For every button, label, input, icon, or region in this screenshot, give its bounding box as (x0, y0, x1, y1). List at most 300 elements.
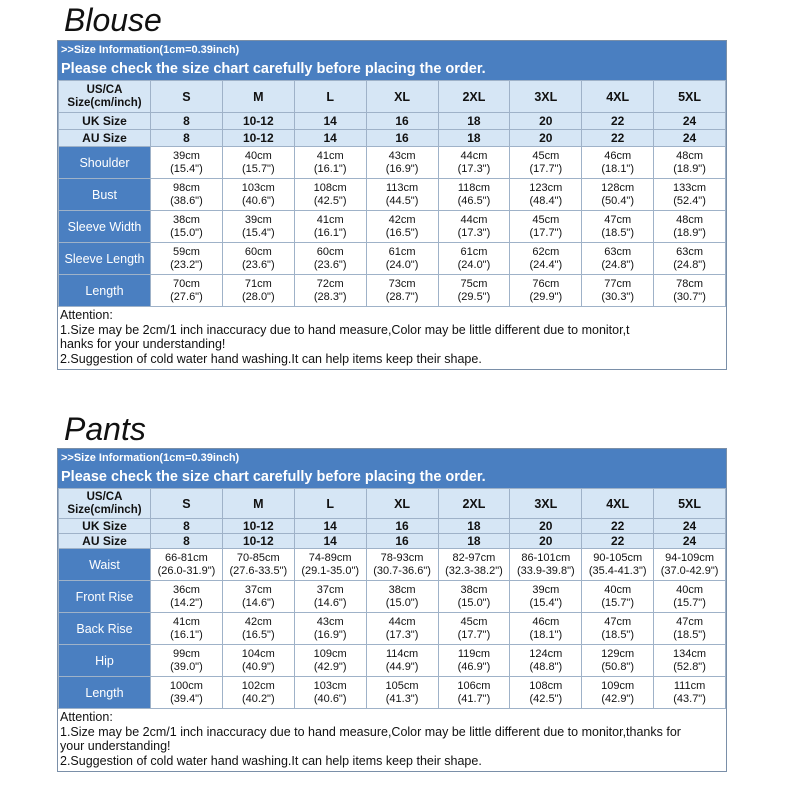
blouse-inch-value: (15.4") (241, 226, 275, 239)
blouse-measurement-cell (654, 211, 726, 243)
blouse-inch-value: (18.9") (673, 162, 706, 175)
pants-inch-value: (35.4-41.3") (588, 564, 647, 577)
blouse-inch-value: (40.6") (241, 194, 275, 207)
pants-inch-value: (39.0") (170, 660, 203, 673)
blouse-attention-line: 2.Suggestion of cold water hand washing.It can help items keep their shape. (60, 351, 482, 366)
pants-measurement-cell (366, 645, 438, 677)
pants-size-header: 3XL (510, 489, 582, 519)
blouse-measurement-row (59, 179, 726, 211)
blouse-cm-value: 61cm (388, 245, 416, 258)
pants-uk-size-value: 10-12 (222, 519, 294, 534)
pants-cm-value: 46cm (532, 615, 560, 628)
pants-inch-value: (26.0-31.9") (157, 564, 216, 577)
blouse-uk-size-value: 10-12 (222, 113, 294, 130)
pants-cm-value: 78-93cm (380, 551, 424, 564)
blouse-size-info: >>Size Information(1cm=0.39inch) (61, 44, 240, 56)
pants-au-size-value: 8 (151, 534, 223, 549)
blouse-measurement-label: Bust (59, 179, 151, 211)
blouse-measurement-cell (294, 211, 366, 243)
pants-measurement-cell (510, 645, 582, 677)
pants-measurement-cell (654, 645, 726, 677)
blouse-measurement-cell (510, 275, 582, 307)
blouse-measurement-cell (222, 211, 294, 243)
blouse-measurement-cell (366, 147, 438, 179)
blouse-size-header: S (151, 81, 223, 113)
pants-measurement-label: Length (59, 677, 151, 709)
blouse-cm-value: 46cm (604, 149, 632, 162)
pants-check-notice: Please check the size chart carefully before placing the order. (61, 469, 486, 485)
blouse-inch-value: (16.1") (313, 162, 347, 175)
pants-measurement-row (59, 549, 726, 581)
blouse-cm-value: 113cm (385, 181, 419, 194)
pants-inch-value: (30.7-36.6") (373, 564, 431, 577)
blouse-size-header: M (222, 81, 294, 113)
pants-uk-label: UK Size (59, 519, 151, 534)
pants-measurement-cell (438, 613, 510, 645)
blouse-inch-value: (48.4") (529, 194, 563, 207)
pants-inch-value: (32.3-38.2") (445, 564, 503, 577)
blouse-measurement-cell (294, 243, 366, 275)
pants-measurement-cell (438, 645, 510, 677)
pants-inch-value: (17.3") (385, 628, 419, 641)
pants-measurement-cell (222, 677, 294, 709)
blouse-measurement-cell (654, 179, 726, 211)
pants-measurement-label: Hip (59, 645, 151, 677)
pants-size-header: M (222, 489, 294, 519)
pants-inch-value: (18.5") (673, 628, 706, 641)
pants-inch-value: (14.6") (241, 596, 275, 609)
blouse-au-size-value: 24 (654, 130, 726, 147)
pants-measurement-cell (582, 549, 654, 581)
blouse-inch-value: (16.9") (385, 162, 419, 175)
blouse-au-size-value: 16 (366, 130, 438, 147)
blouse-au-label: AU Size (59, 130, 151, 147)
pants-attention (58, 709, 726, 771)
blouse-inch-value: (23.6") (241, 258, 275, 271)
blouse-cm-value: 48cm (676, 213, 704, 226)
blouse-size-header-row (59, 81, 726, 113)
pants-measurement-cell (510, 581, 582, 613)
pants-cm-value: 100cm (169, 679, 203, 692)
blouse-measurement-cell (438, 243, 510, 275)
pants-measurement-cell (294, 645, 366, 677)
pants-inch-value: (41.7") (457, 692, 491, 705)
pants-cm-value: 124cm (529, 647, 563, 660)
pants-inch-value: (43.7") (673, 692, 706, 705)
blouse-cm-value: 98cm (172, 181, 200, 194)
pants-cm-value: 111cm (673, 679, 706, 692)
blouse-measurement-cell (510, 211, 582, 243)
pants-measurement-cell (366, 677, 438, 709)
pants-inch-value: (48.8") (529, 660, 563, 673)
blouse-measurement-cell (222, 275, 294, 307)
pants-inch-value: (40.2") (241, 692, 275, 705)
pants-measurement-cell (438, 549, 510, 581)
pants-inch-value: (18.1") (529, 628, 563, 641)
blouse-measurement-label: Length (59, 275, 151, 307)
pants-cm-value: 39cm (532, 583, 560, 596)
blouse-uk-size-value: 14 (294, 113, 366, 130)
pants-uk-row (59, 519, 726, 534)
blouse-inch-value: (16.1") (313, 226, 347, 239)
pants-cm-value: 99cm (172, 647, 200, 660)
blouse-inch-value: (23.2") (170, 258, 203, 271)
pants-cm-value: 42cm (244, 615, 272, 628)
pants-measurement-cell (582, 581, 654, 613)
pants-measurement-row (59, 581, 726, 613)
blouse-cm-value: 63cm (604, 245, 632, 258)
pants-inch-value: (37.0-42.9") (660, 564, 719, 577)
pants-inch-value: (17.7") (457, 628, 491, 641)
pants-inch-value: (44.9") (385, 660, 419, 673)
blouse-measurement-cell (294, 147, 366, 179)
pants-cm-value: 36cm (172, 583, 200, 596)
blouse-cm-value: 39cm (172, 149, 200, 162)
blouse-au-size-value: 22 (582, 130, 654, 147)
pants-inch-value: (33.9-39.8") (516, 564, 575, 577)
blouse-measurement-cell (151, 147, 223, 179)
blouse-inch-value: (28.3") (313, 290, 347, 303)
pants-measurement-cell (510, 549, 582, 581)
blouse-measurement-cell (654, 147, 726, 179)
blouse-cm-value: 59cm (172, 245, 200, 258)
blouse-measurement-label: Sleeve Width (59, 211, 151, 243)
pants-au-size-value: 18 (438, 534, 510, 549)
pants-measurement-cell (151, 677, 223, 709)
pants-inch-value: (39.4") (170, 692, 203, 705)
pants-inch-value: (16.1") (170, 628, 203, 641)
blouse-inch-value: (17.7") (529, 226, 563, 239)
pants-cm-value: 134cm (673, 647, 707, 660)
pants-inch-value: (14.6") (313, 596, 347, 609)
blouse-measurement-cell (151, 275, 223, 307)
pants-size-chart (57, 448, 727, 772)
blouse-cm-value: 78cm (676, 277, 704, 290)
pants-cm-value: 38cm (460, 583, 488, 596)
blouse-inch-value: (27.6") (170, 290, 203, 303)
pants-uk-size-value: 24 (654, 519, 726, 534)
pants-inch-value: (15.0") (385, 596, 419, 609)
blouse-inch-value: (18.5") (601, 226, 634, 239)
blouse-size-chart (57, 40, 727, 370)
blouse-cm-value: 38cm (172, 213, 200, 226)
blouse-au-row (59, 130, 726, 147)
blouse-measurement-cell (151, 211, 223, 243)
blouse-measurement-cell (222, 147, 294, 179)
pants-measurement-label: Waist (59, 549, 151, 581)
blouse-measurement-row (59, 275, 726, 307)
pants-au-size-value: 16 (366, 534, 438, 549)
blouse-measurement-cell (366, 275, 438, 307)
blouse-attention-line: Attention: (60, 308, 113, 322)
blouse-inch-value: (30.7") (673, 290, 706, 303)
pants-inch-value: (15.7") (673, 596, 706, 609)
pants-measurement-cell (222, 549, 294, 581)
blouse-measurement-label: Shoulder (59, 147, 151, 179)
pants-inch-value: (14.2") (170, 596, 203, 609)
pants-cm-value: 37cm (316, 583, 344, 596)
blouse-measurement-row (59, 211, 726, 243)
pants-size-header: XL (366, 489, 438, 519)
pants-inch-value: (42.5") (529, 692, 563, 705)
blouse-cm-value: 60cm (244, 245, 272, 258)
pants-measurement-row (59, 613, 726, 645)
blouse-inch-value: (17.3") (457, 162, 491, 175)
blouse-cm-value: 75cm (460, 277, 488, 290)
pants-measurement-cell (582, 677, 654, 709)
blouse-inch-value: (17.7") (529, 162, 563, 175)
pants-inch-value: (46.9") (457, 660, 491, 673)
blouse-cm-value: 41cm (316, 149, 344, 162)
blouse-cm-value: 60cm (316, 245, 344, 258)
pants-measurement-cell (438, 677, 510, 709)
pants-cm-value: 104cm (241, 647, 275, 660)
blouse-measurement-row (59, 147, 726, 179)
blouse-measurement-cell (582, 243, 654, 275)
pants-cm-value: 37cm (244, 583, 272, 596)
blouse-attention (58, 307, 726, 369)
blouse-uk-label: UK Size (59, 113, 151, 130)
blouse-uk-row (59, 113, 726, 130)
pants-cm-value: 66-81cm (165, 551, 208, 564)
pants-cm-value: 102cm (241, 679, 275, 692)
blouse-measurement-label: Sleeve Length (59, 243, 151, 275)
pants-measurement-cell (151, 645, 223, 677)
pants-inch-value: (29.1-35.0") (301, 564, 360, 577)
pants-inch-value: (52.8") (673, 660, 706, 673)
blouse-measurement-cell (366, 179, 438, 211)
blouse-size-header: L (294, 81, 366, 113)
blouse-measurement-cell (438, 275, 510, 307)
blouse-measurement-cell (151, 243, 223, 275)
blouse-au-size-value: 10-12 (222, 130, 294, 147)
blouse-inch-value: (24.8") (673, 258, 706, 271)
pants-cm-value: 114cm (385, 647, 419, 660)
blouse-size-table (58, 80, 726, 307)
blouse-inch-value: (24.0") (385, 258, 419, 271)
pants-cm-value: 103cm (313, 679, 347, 692)
pants-inch-value: (18.5") (601, 628, 634, 641)
blouse-measurement-cell (222, 179, 294, 211)
blouse-size-header: 2XL (438, 81, 510, 113)
blouse-cm-value: 128cm (601, 181, 635, 194)
pants-cm-value: 44cm (388, 615, 416, 628)
pants-measurement-cell (294, 549, 366, 581)
pants-corner-label: US/CA Size(cm/inch) (59, 489, 151, 519)
pants-cm-value: 109cm (313, 647, 347, 660)
pants-measurement-cell (654, 549, 726, 581)
pants-measurement-cell (582, 645, 654, 677)
pants-cm-value: 119cm (457, 647, 491, 660)
pants-attention-line: your understanding! (60, 739, 171, 753)
pants-inch-value: (42.9") (313, 660, 347, 673)
pants-size-header: 4XL (582, 489, 654, 519)
blouse-cm-value: 108cm (313, 181, 347, 194)
pants-inch-value: (15.7") (601, 596, 634, 609)
blouse-cm-value: 45cm (532, 213, 560, 226)
pants-inch-value: (40.6") (313, 692, 347, 705)
pants-cm-value: 47cm (604, 615, 632, 628)
blouse-measurement-cell (654, 275, 726, 307)
pants-measurement-cell (294, 613, 366, 645)
pants-cm-value: 82-97cm (452, 551, 496, 564)
blouse-cm-value: 70cm (172, 277, 200, 290)
blouse-cm-value: 43cm (388, 149, 416, 162)
blouse-measurement-cell (366, 211, 438, 243)
blouse-uk-size-value: 8 (151, 113, 223, 130)
blouse-measurement-cell (294, 275, 366, 307)
blouse-measurement-cell (151, 179, 223, 211)
blouse-cm-value: 133cm (673, 181, 707, 194)
pants-cm-value: 38cm (388, 583, 416, 596)
pants-uk-size-value: 14 (294, 519, 366, 534)
blouse-inch-value: (52.4") (673, 194, 706, 207)
blouse-inch-value: (24.4") (529, 258, 563, 271)
blouse-inch-value: (28.0") (241, 290, 275, 303)
pants-inch-value: (40.9") (241, 660, 275, 673)
pants-measurement-cell (654, 581, 726, 613)
blouse-inch-value: (18.9") (673, 226, 706, 239)
pants-au-size-value: 10-12 (222, 534, 294, 549)
blouse-inch-value: (15.7") (241, 162, 275, 175)
pants-measurement-cell (438, 581, 510, 613)
blouse-cm-value: 40cm (244, 149, 272, 162)
blouse-measurement-cell (582, 147, 654, 179)
blouse-measurement-cell (582, 179, 654, 211)
pants-measurement-cell (366, 613, 438, 645)
blouse-inch-value: (42.5") (313, 194, 347, 207)
pants-measurement-cell (151, 613, 223, 645)
pants-inch-value: (15.4") (529, 596, 563, 609)
pants-size-header-row (59, 489, 726, 519)
blouse-cm-value: 45cm (532, 149, 560, 162)
pants-banner (58, 449, 726, 488)
pants-measurement-cell (222, 613, 294, 645)
blouse-inch-value: (44.5") (385, 194, 419, 207)
blouse-cm-value: 77cm (604, 277, 632, 290)
blouse-inch-value: (15.4") (170, 162, 203, 175)
blouse-uk-size-value: 18 (438, 113, 510, 130)
blouse-cm-value: 44cm (460, 149, 488, 162)
pants-measurement-row (59, 677, 726, 709)
pants-inch-value: (16.9") (313, 628, 347, 641)
pants-uk-size-value: 16 (366, 519, 438, 534)
blouse-inch-value: (30.3") (601, 290, 634, 303)
pants-uk-size-value: 8 (151, 519, 223, 534)
blouse-banner (58, 41, 726, 80)
pants-inch-value: (27.6-33.5") (229, 564, 288, 577)
blouse-measurement-cell (582, 211, 654, 243)
pants-measurement-cell (151, 581, 223, 613)
pants-measurement-cell (222, 645, 294, 677)
blouse-cm-value: 48cm (676, 149, 704, 162)
pants-measurement-cell (222, 581, 294, 613)
blouse-cm-value: 123cm (529, 181, 563, 194)
pants-cm-value: 45cm (460, 615, 488, 628)
pants-size-info: >>Size Information(1cm=0.39inch) (61, 452, 240, 464)
blouse-inch-value: (46.5") (457, 194, 491, 207)
blouse-measurement-cell (510, 179, 582, 211)
blouse-measurement-cell (654, 243, 726, 275)
pants-cm-value: 94-109cm (665, 551, 715, 564)
pants-cm-value: 106cm (457, 679, 491, 692)
pants-inch-value: (42.9") (601, 692, 634, 705)
blouse-check-notice: Please check the size chart carefully before placing the order. (61, 61, 486, 77)
blouse-cm-value: 103cm (241, 181, 275, 194)
pants-uk-size-value: 20 (510, 519, 582, 534)
pants-inch-value: (50.8") (601, 660, 634, 673)
pants-inch-value: (41.3") (385, 692, 419, 705)
blouse-attention-line: hanks for your understanding! (60, 337, 226, 351)
blouse-au-size-value: 8 (151, 130, 223, 147)
pants-measurement-cell (654, 677, 726, 709)
blouse-measurement-cell (510, 243, 582, 275)
blouse-au-size-value: 18 (438, 130, 510, 147)
blouse-inch-value: (18.1") (601, 162, 634, 175)
pants-measurement-label: Back Rise (59, 613, 151, 645)
pants-measurement-cell (294, 677, 366, 709)
pants-measurement-cell (510, 677, 582, 709)
blouse-cm-value: 61cm (460, 245, 488, 258)
pants-title: Pants (64, 411, 146, 447)
pants-attention-line: Attention: (60, 710, 113, 724)
blouse-uk-size-value: 16 (366, 113, 438, 130)
pants-cm-value: 129cm (601, 647, 635, 660)
pants-uk-size-value: 18 (438, 519, 510, 534)
pants-measurement-cell (366, 581, 438, 613)
blouse-cm-value: 63cm (676, 245, 704, 258)
blouse-title: Blouse (64, 2, 162, 38)
pants-uk-size-value: 22 (582, 519, 654, 534)
blouse-inch-value: (16.5") (385, 226, 419, 239)
blouse-cm-value: 62cm (532, 245, 560, 258)
blouse-attention-line: 1.Size may be 2cm/1 inch inaccuracy due to hand measure,Color may be little different due to monitor,t (60, 322, 630, 337)
blouse-measurement-cell (582, 275, 654, 307)
blouse-size-header: 4XL (582, 81, 654, 113)
pants-cm-value: 41cm (172, 615, 200, 628)
blouse-cm-value: 73cm (388, 277, 416, 290)
blouse-inch-value: (17.3") (457, 226, 491, 239)
blouse-cm-value: 72cm (316, 277, 344, 290)
blouse-size-header: 5XL (654, 81, 726, 113)
pants-size-header: L (294, 489, 366, 519)
pants-au-label: AU Size (59, 534, 151, 549)
pants-cm-value: 90-105cm (593, 551, 643, 564)
pants-inch-value: (15.0") (457, 596, 491, 609)
pants-measurement-cell (151, 549, 223, 581)
pants-cm-value: 43cm (316, 615, 344, 628)
blouse-inch-value: (38.6") (170, 194, 203, 207)
blouse-au-size-value: 20 (510, 130, 582, 147)
blouse-inch-value: (28.7") (385, 290, 419, 303)
blouse-size-header: XL (366, 81, 438, 113)
blouse-inch-value: (23.6") (313, 258, 347, 271)
pants-cm-value: 108cm (529, 679, 563, 692)
blouse-size-header: 3XL (510, 81, 582, 113)
pants-au-row (59, 534, 726, 549)
pants-attention-line: 2.Suggestion of cold water hand washing.It can help items keep their shape. (60, 753, 482, 768)
pants-cm-value: 105cm (385, 679, 419, 692)
blouse-inch-value: (24.8") (601, 258, 634, 271)
pants-measurement-cell (294, 581, 366, 613)
blouse-cm-value: 47cm (604, 213, 632, 226)
blouse-measurement-cell (294, 179, 366, 211)
pants-size-header: S (151, 489, 223, 519)
pants-au-size-value: 22 (582, 534, 654, 549)
blouse-cm-value: 76cm (532, 277, 560, 290)
blouse-measurement-cell (366, 243, 438, 275)
blouse-cm-value: 39cm (244, 213, 272, 226)
